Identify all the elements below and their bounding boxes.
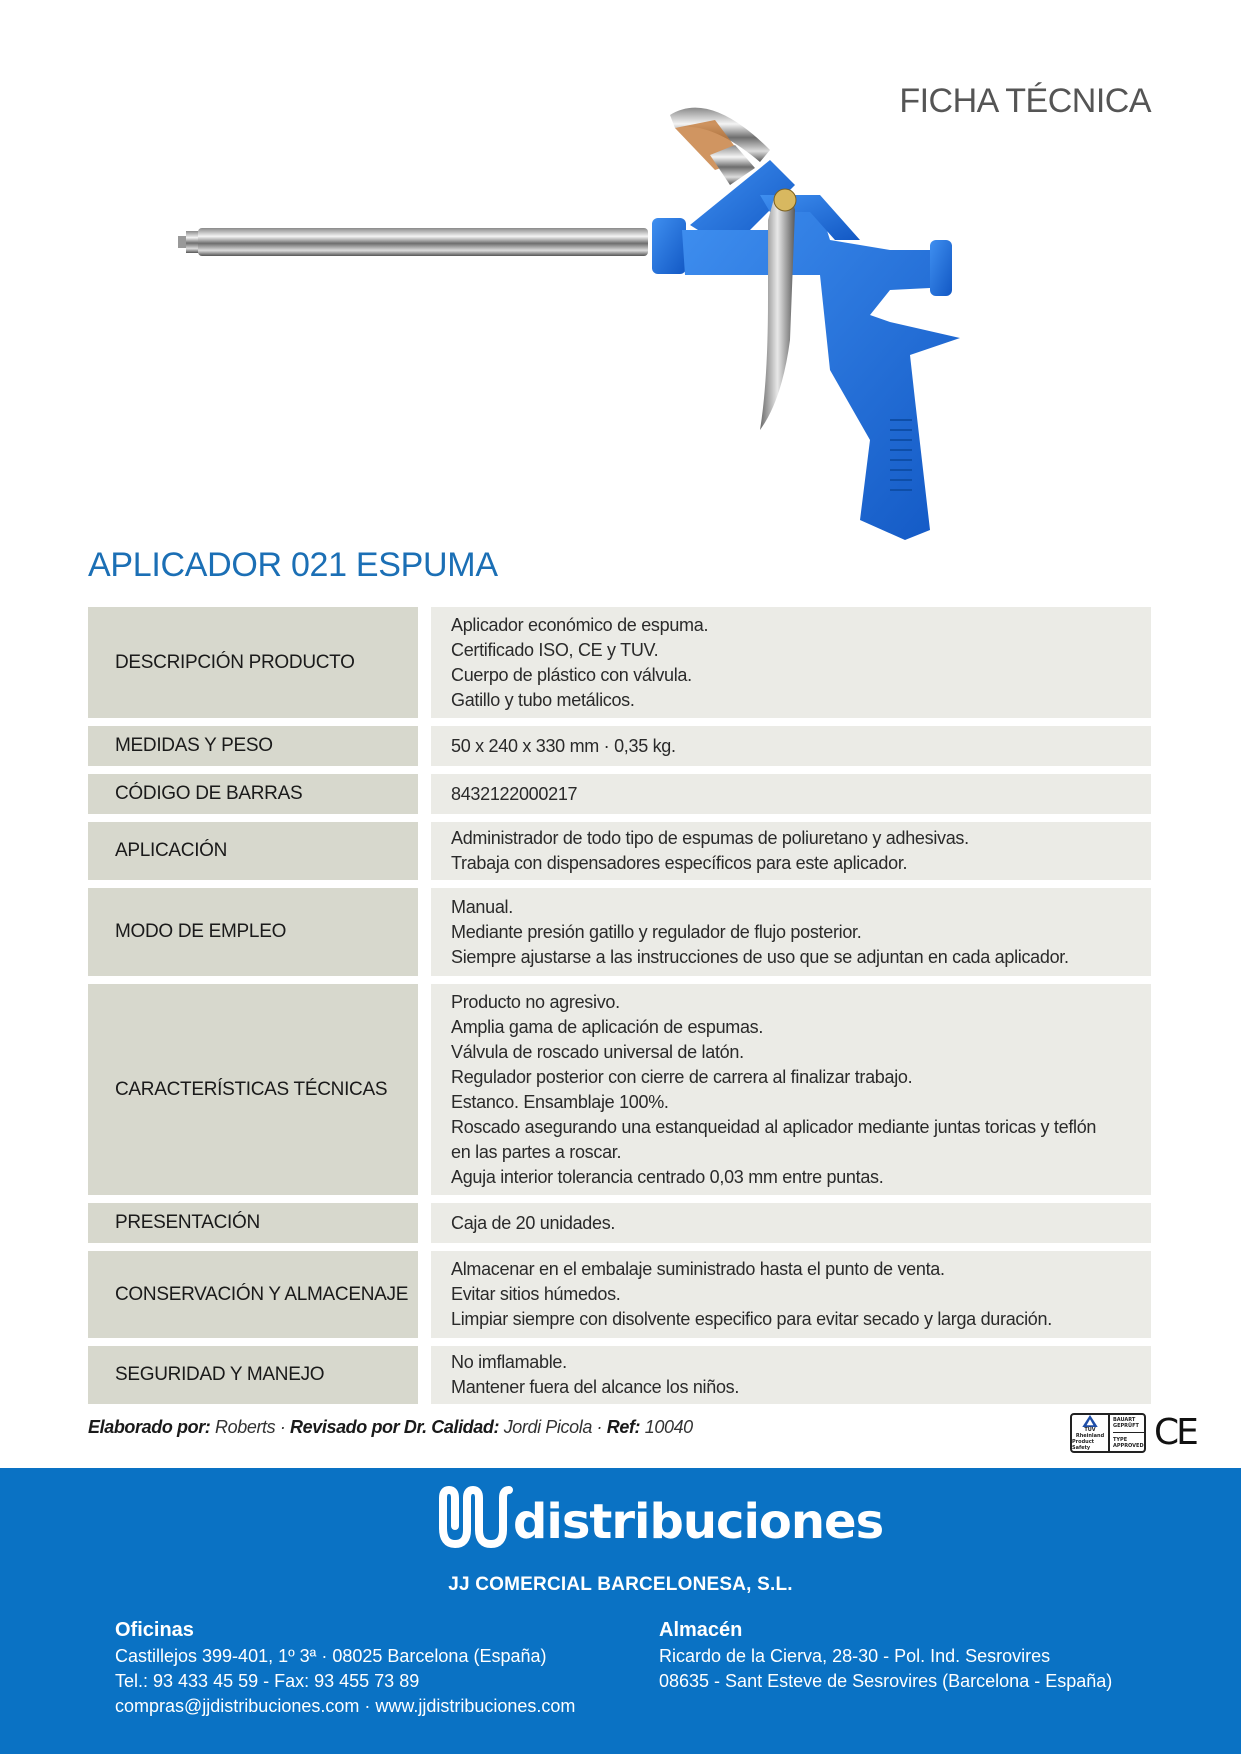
spec-line: Siempre ajustarse a las instrucciones de uso que se adjuntan en cada aplicador.	[451, 946, 1069, 967]
spec-line: Administrador de todo tipo de espumas de poliuretano y adhesivas.	[451, 828, 969, 848]
spec-value	[431, 726, 1151, 766]
spec-line: Mantener fuera del alcance los niños.	[451, 1377, 740, 1397]
spec-value	[431, 607, 1151, 718]
product-name: APLICADOR 021 ESPUMA	[88, 546, 498, 584]
spec-label: CÓDIGO DE BARRAS	[88, 774, 418, 814]
office-email-web[interactable]: compras@jjdistribuciones.com · www.jjdistribuciones.com	[115, 1696, 576, 1716]
warehouse-title: Almacén	[659, 1619, 743, 1641]
spec-line: Manual.	[451, 896, 513, 917]
spec-line: Trabaja con dispensadores específicos para este aplicador.	[451, 853, 908, 873]
spec-line: Evitar sitios húmedos.	[451, 1284, 621, 1304]
spec-value	[431, 1346, 1151, 1404]
tuv-triangle-icon	[1081, 1415, 1099, 1427]
brand-wordmark: distribuciones	[513, 1494, 884, 1550]
certification-logos	[1070, 1413, 1196, 1453]
product-image	[170, 100, 1020, 610]
spec-row-storage	[88, 1251, 1151, 1338]
ref-value: 10040	[640, 1417, 693, 1437]
spec-label: PRESENTACIÓN	[88, 1203, 418, 1243]
reviewed-by-value: Jordi Picola ·	[499, 1417, 607, 1437]
spec-line: No imflamable.	[451, 1352, 567, 1372]
spec-line: Producto no agresivo.	[451, 991, 620, 1012]
spec-row-application	[88, 822, 1151, 880]
spec-row-barcode	[88, 774, 1151, 814]
spec-row-usage	[88, 888, 1151, 976]
spec-label: MODO DE EMPLEO	[88, 888, 418, 976]
spec-line: Amplia gama de aplicación de espumas.	[451, 1016, 764, 1037]
ref-label: Ref:	[606, 1417, 641, 1437]
spec-line: Mediante presión gatillo y regulador de flujo posterior.	[451, 921, 862, 942]
reviewed-by-label: Revisado por Dr. Calidad:	[290, 1417, 500, 1437]
spec-label: CARACTERÍSTICAS TÉCNICAS	[88, 984, 418, 1195]
spec-value	[431, 984, 1151, 1195]
prepared-by-value: Roberts ·	[210, 1417, 291, 1437]
spec-line: 50 x 240 x 330 mm · 0,35 kg.	[451, 735, 676, 756]
warehouse-address-line-1: Ricardo de la Cierva, 28-30 - Pol. Ind. Sesrovires	[659, 1646, 1051, 1666]
spec-label: DESCRIPCIÓN PRODUCTO	[88, 607, 418, 718]
ce-mark-icon: CE	[1154, 1412, 1196, 1453]
spec-line: Caja de 20 unidades.	[451, 1212, 616, 1233]
spec-label: APLICACIÓN	[88, 822, 418, 880]
office-address: Castillejos 399-401, 1º 3ª · 08025 Barcelona (España)	[115, 1646, 547, 1666]
spec-line: Cuerpo de plástico con válvula.	[451, 664, 692, 685]
spec-line: Estanco. Ensamblaje 100%.	[451, 1091, 669, 1112]
offices-title: Oficinas	[115, 1619, 194, 1641]
spec-line: Gatillo y tubo metálicos.	[451, 689, 635, 710]
spec-line: Aplicador económico de espuma.	[451, 614, 709, 635]
spec-line: Regulador posterior con cierre de carrera al finalizar trabajo.	[451, 1066, 913, 1087]
credits-line	[88, 1417, 693, 1438]
prepared-by-label: Elaborado por:	[88, 1417, 211, 1437]
spec-line: Válvula de roscado universal de latón.	[451, 1041, 744, 1062]
spec-label: CONSERVACIÓN Y ALMACENAJE	[88, 1251, 418, 1338]
document-title: FICHA TÉCNICA	[899, 82, 1151, 120]
spec-line: Limpiar siempre con disolvente especifico para evitar secado y larga duración.	[451, 1309, 1052, 1329]
jj-logo-icon	[435, 1486, 513, 1548]
footer	[0, 1468, 1241, 1754]
company-name: JJ COMERCIAL BARCELONESA, S.L.	[448, 1574, 793, 1595]
tuv-text: Rheinland	[1075, 1433, 1105, 1439]
spec-value	[431, 822, 1151, 880]
tuv-text: Product Safety	[1072, 1439, 1095, 1451]
spec-line: en las partes a roscar.	[451, 1141, 622, 1162]
warehouse-block	[659, 1618, 1112, 1694]
spec-value	[431, 1251, 1151, 1338]
spec-line: Almacenar en el embalaje suministrado hasta el punto de venta.	[451, 1259, 945, 1279]
spec-row-presentation	[88, 1203, 1151, 1243]
spec-label: MEDIDAS Y PESO	[88, 726, 418, 766]
tuv-text: GEPRÜFT	[1113, 1422, 1139, 1429]
spec-line: Aguja interior tolerancia centrado 0,03 mm entre puntas.	[451, 1166, 884, 1187]
warehouse-address-line-2: 08635 - Sant Esteve de Sesrovires (Barcelona - España)	[659, 1671, 1113, 1691]
tuv-text: BAUART	[1113, 1416, 1136, 1423]
spec-row-safety	[88, 1346, 1151, 1404]
office-phone-fax: Tel.: 93 433 45 59 - Fax: 93 455 73 89	[115, 1671, 420, 1691]
tuv-text: APPROVED	[1113, 1443, 1144, 1450]
spec-label: SEGURIDAD Y MANEJO	[88, 1346, 418, 1404]
tuv-text: TYPE	[1113, 1437, 1128, 1444]
spec-row-description	[88, 607, 1151, 718]
spec-line: Certificado ISO, CE y TUV.	[451, 639, 659, 660]
spec-line: Roscado asegurando una estanqueidad al aplicador mediante juntas toricas y teflón	[451, 1116, 1097, 1137]
offices-block	[115, 1618, 575, 1719]
brand-logo	[435, 1486, 883, 1548]
spec-value	[431, 1203, 1151, 1243]
spec-table	[88, 607, 1151, 1412]
spec-row-technical	[88, 984, 1151, 1195]
spec-line: 8432122000217	[451, 783, 578, 804]
tuv-text: TÜV	[1084, 1427, 1096, 1433]
spec-value	[431, 774, 1151, 814]
spec-row-dimensions	[88, 726, 1151, 766]
spec-value	[431, 888, 1151, 976]
tuv-certification-icon	[1070, 1413, 1146, 1453]
